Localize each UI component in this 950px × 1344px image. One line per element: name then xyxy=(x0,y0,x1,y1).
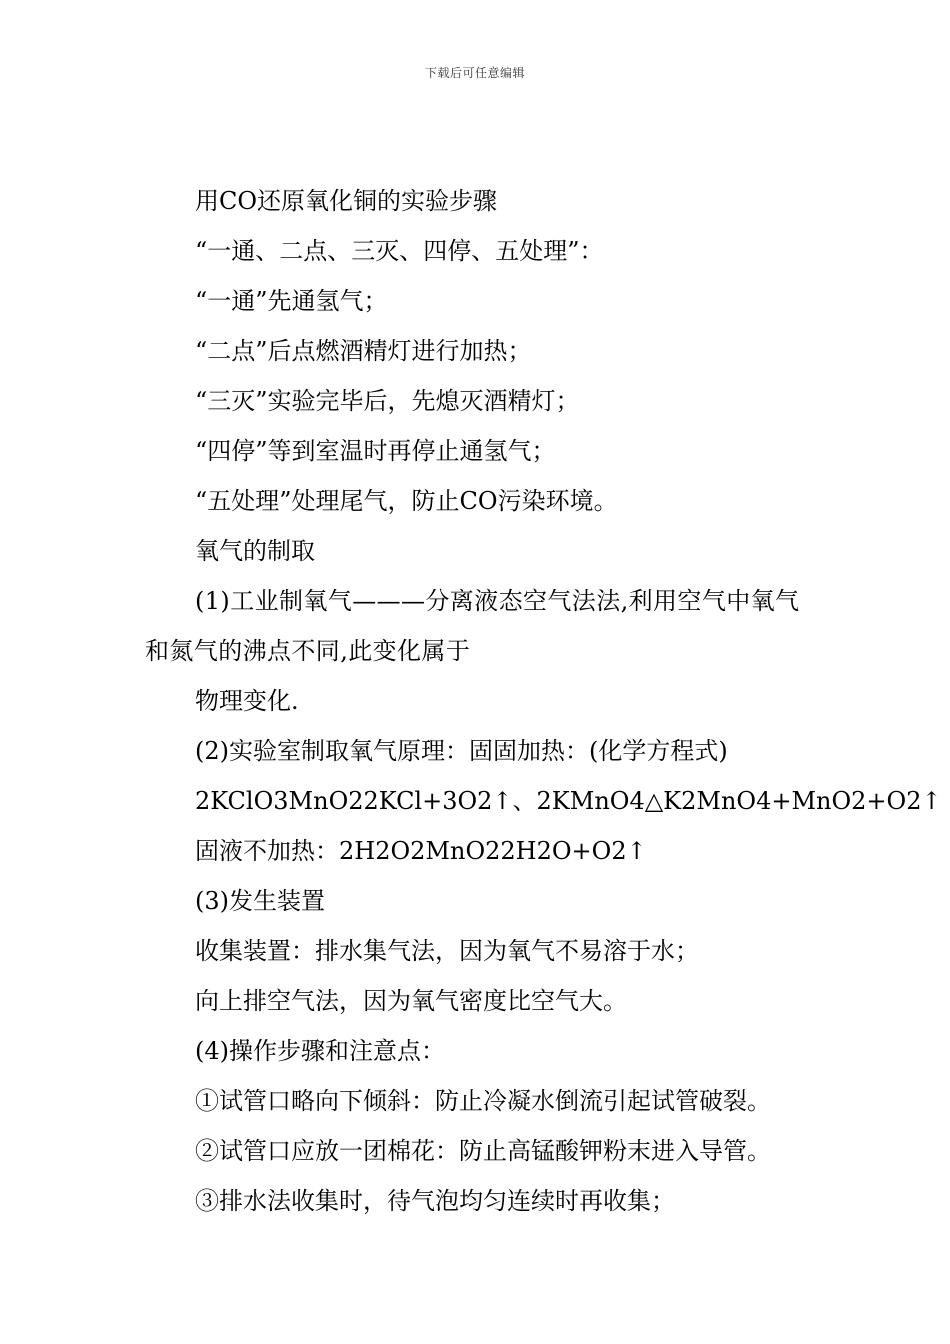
step-line: “四停”等到室温时再停止通氢气； xyxy=(195,437,556,465)
mnemonic-summary: “一通、二点、三灭、四停、五处理”： xyxy=(195,237,604,265)
text-line: (2)实验室制取氧气原理：固固加热：(化学方程式) xyxy=(195,737,728,765)
text-line: 物理变化. xyxy=(195,687,299,715)
note-line: ③排水法收集时，待气泡均匀连续时再收集； xyxy=(195,1187,675,1215)
step-line: “三灭”实验完毕后，先熄灭酒精灯； xyxy=(195,387,580,415)
section-title-oxygen: 氧气的制取 xyxy=(195,537,315,565)
text-line: (4)操作步骤和注意点： xyxy=(195,1037,445,1065)
section-title-co-reduction: 用CO还原氧化铜的实验步骤 xyxy=(195,187,498,215)
text-line: (3)发生装置 xyxy=(195,887,325,915)
industrial-oxygen-paragraph: (1)工业制氧气———分离液态空气法法,利用空气中氧气和氮气的沸点不同,此变化属于 xyxy=(145,587,800,665)
step-line: “五处理”处理尾气，防止CO污染环境。 xyxy=(195,487,618,515)
note-line: ②试管口应放一团棉花：防止高锰酸钾粉末进入导管。 xyxy=(195,1137,771,1165)
note-line: ①试管口略向下倾斜：防止冷凝水倒流引起试管破裂。 xyxy=(195,1087,771,1115)
step-line: “一通”先通氢气； xyxy=(195,287,388,315)
text-line: 向上排空气法，因为氧气密度比空气大。 xyxy=(195,987,627,1015)
step-line: “二点”后点燃酒精灯进行加热； xyxy=(195,337,532,365)
text-line: 收集装置：排水集气法，因为氧气不易溶于水； xyxy=(195,937,699,965)
document-body xyxy=(145,176,942,1226)
equation-line: 2KClO3MnO22KCl+3O2↑、2KMnO4△K2MnO4+MnO2+O2↑ xyxy=(195,787,942,815)
page-header: 下载后可任意编辑 xyxy=(424,66,525,80)
equation-line: 固液不加热：2H2O2MnO22H2O+O2↑ xyxy=(195,837,647,865)
